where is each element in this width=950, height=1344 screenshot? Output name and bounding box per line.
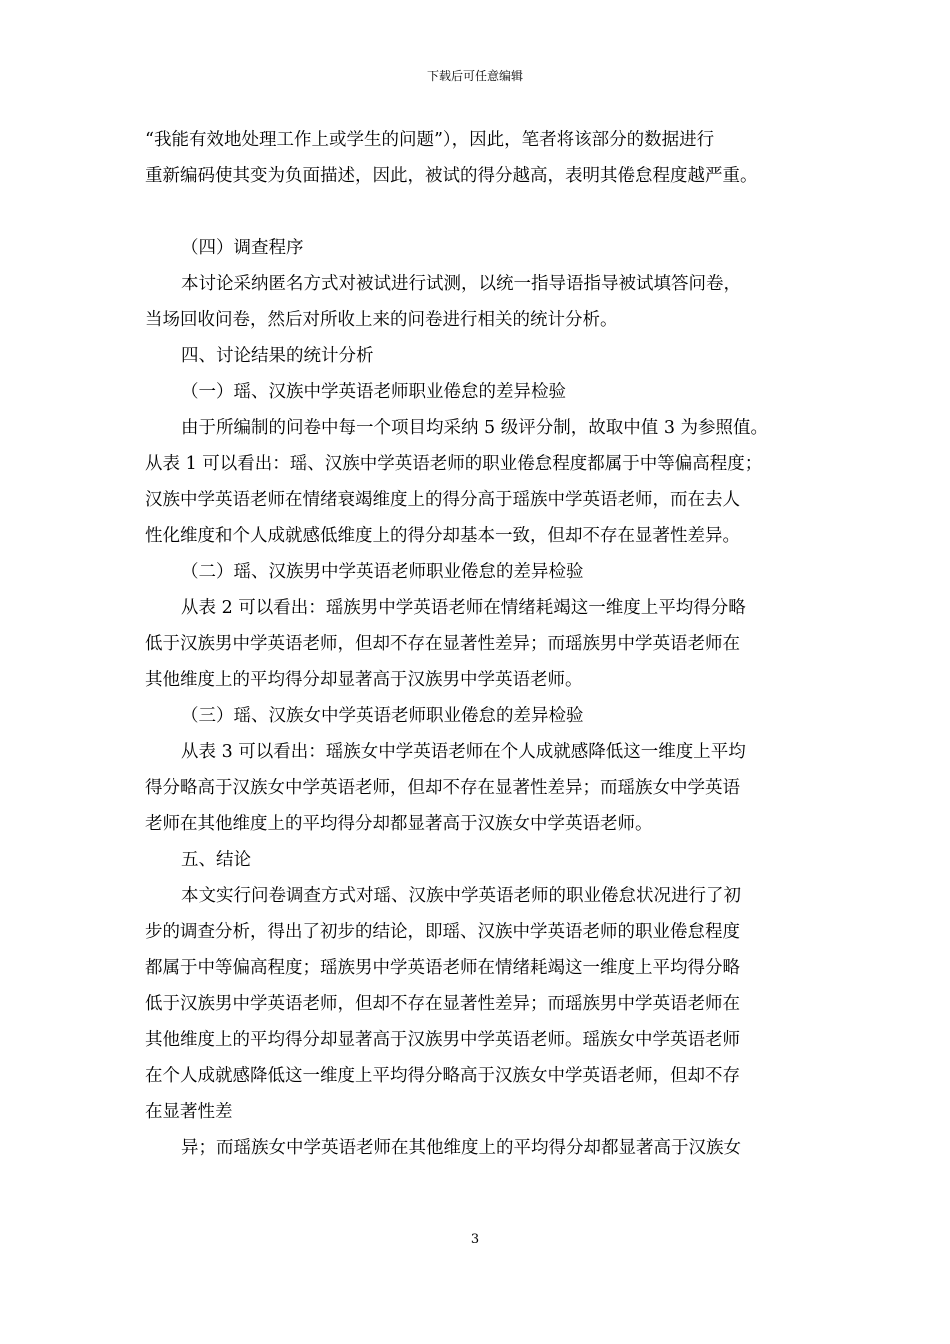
body-line: 从表 3 可以看出：瑶族女中学英语老师在个人成就感降低这一维度上平均: [181, 742, 746, 762]
body-line: 由于所编制的问卷中每一个项目均采纳 5 级评分制，故取中值 3 为参照值。: [181, 418, 769, 438]
body-line: 都属于中等偏高程度；瑶族男中学英语老师在情绪耗竭这一维度上平均得分略: [145, 958, 740, 978]
body-line: “我能有效地处理工作上或学生的问题”），因此，笔者将该部分的数据进行: [145, 130, 715, 150]
section-heading: 四、讨论结果的统计分析: [181, 346, 374, 366]
body-line: 在个人成就感降低这一维度上平均得分略高于汉族女中学英语老师，但却不存: [145, 1066, 740, 1086]
body-line: 其他维度上的平均得分却显著高于汉族男中学英语老师。: [145, 670, 583, 690]
body-line: 本讨论采纳匿名方式对被试进行试测，以统一指导语指导被试填答问卷，: [181, 274, 741, 294]
body-line: 步的调查分析，得出了初步的结论，即瑶、汉族中学英语老师的职业倦怠程度: [145, 922, 740, 942]
body-line: 其他维度上的平均得分却显著高于汉族男中学英语老师。瑶族女中学英语老师: [145, 1030, 740, 1050]
body-line: 从表 2 可以看出：瑶族男中学英语老师在情绪耗竭这一维度上平均得分略: [181, 598, 746, 618]
body-line: 异；而瑶族女中学英语老师在其他维度上的平均得分却都显著高于汉族女: [181, 1138, 741, 1158]
page-header: 下载后可任意编辑: [426, 69, 523, 83]
paragraph-gap: [145, 194, 810, 230]
body-line: 性化维度和个人成就感低维度上的得分却基本一致，但却不存在显著性差异。: [145, 526, 740, 546]
body-line: 低于汉族男中学英语老师，但却不存在显著性差异；而瑶族男中学英语老师在: [145, 994, 740, 1014]
section-heading: （二）瑶、汉族男中学英语老师职业倦怠的差异检验: [181, 562, 584, 582]
body-line: 得分略高于汉族女中学英语老师，但却不存在显著性差异；而瑶族女中学英语: [145, 778, 740, 798]
document-body: [145, 122, 810, 1166]
body-line: 低于汉族男中学英语老师，但却不存在显著性差异；而瑶族男中学英语老师在: [145, 634, 740, 654]
body-line: 在显著性差: [145, 1102, 233, 1122]
body-line: 重新编码使其变为负面描述，因此，被试的得分越高，表明其倦怠程度越严重。: [145, 166, 758, 186]
page-number: 3: [470, 1232, 480, 1247]
body-line: 老师在其他维度上的平均得分却都显著高于汉族女中学英语老师。: [145, 814, 653, 834]
body-line: 汉族中学英语老师在情绪衰竭维度上的得分高于瑶族中学英语老师，而在去人: [145, 490, 740, 510]
body-line: 本文实行问卷调查方式对瑶、汉族中学英语老师的职业倦怠状况进行了初: [181, 886, 741, 906]
body-line: 当场回收问卷，然后对所收上来的问卷进行相关的统计分析。: [145, 310, 618, 330]
body-line: 从表 1 可以看出：瑶、汉族中学英语老师的职业倦怠程度都属于中等偏高程度；: [145, 454, 763, 474]
section-heading: （四）调查程序: [181, 238, 304, 258]
section-heading: （三）瑶、汉族女中学英语老师职业倦怠的差异检验: [181, 706, 584, 726]
section-heading: 五、结论: [181, 850, 251, 870]
section-heading: （一）瑶、汉族中学英语老师职业倦怠的差异检验: [181, 382, 566, 402]
